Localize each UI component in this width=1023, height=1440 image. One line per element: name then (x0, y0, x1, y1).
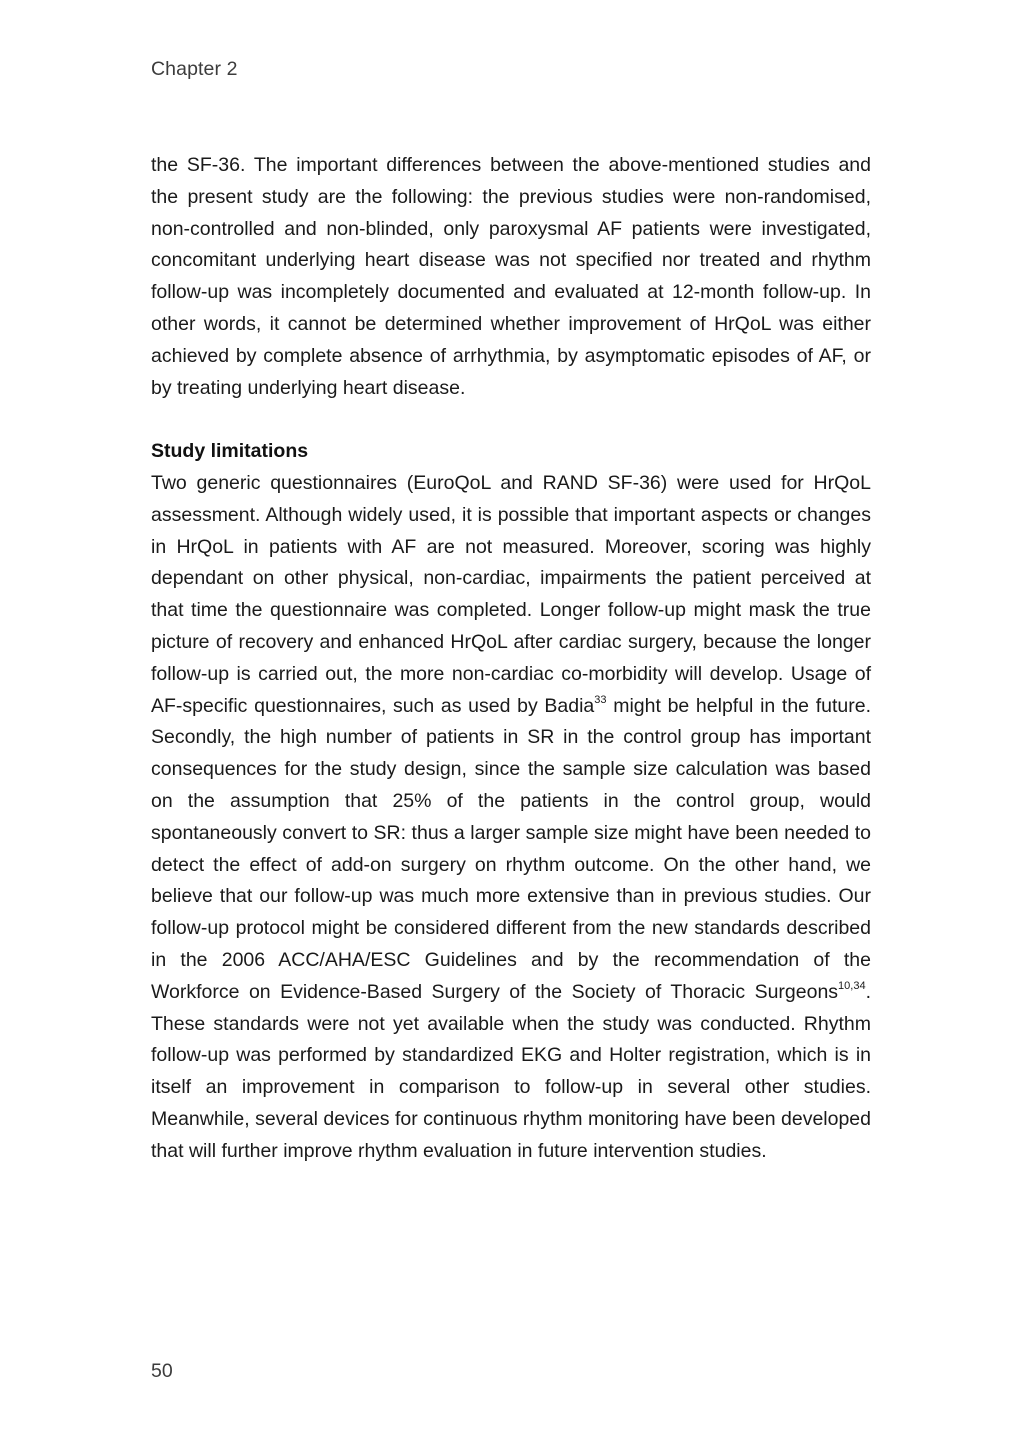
paragraph-text: the SF-36. The important differences between the above-mentioned studies and the present study are the following: the previous studies were non-randomised, non-controlled and non-blinded, only paroxysmal AF patients were investigated, concomitant underlying heart disease was not specified nor treated and rhythm follow-up was incompletely documented and evaluated at 12-month follow-up. In other words, it cannot be determined whether improvement of HrQoL was either achieved by complete absence of arrhythmia, by asymptomatic episodes of AF, or by treating underlying heart disease. (151, 154, 871, 399)
citation-superscript-33: 33 (594, 694, 607, 707)
text-segment-2: might be helpful in the future. Secondly, the high number of patients in SR in the control group has important consequences for the study design, since the sample size calculation was based on the assumption that 25% of the patients in the control group, would spontaneously convert to SR: thus a larger sample size might have been needed to detect the effect of add-on surgery on rhythm outcome. On the other hand, we believe that our follow-up was much more extensive than in previous studies. Our follow-up protocol might be considered different from the new standards described in the 2006 ACC/AHA/ESC Guidelines and by the recommendation of the Workforce on Evidence-Based Surgery of the Society of Thoracic Surgeons (151, 694, 871, 1003)
section-heading-study-limitations: Study limitations (151, 440, 309, 462)
running-header-chapter: Chapter 2 (151, 58, 238, 80)
text-segment-1: Two generic questionnaires (EuroQoL and RAND SF-36) were used for HrQoL assessment. Although widely used, it is possible that important aspects or changes in HrQoL in patients with AF are not measured. Moreover, scoring was highly dependant on other physical, non-cardiac, impairments the patient perceived at that time the questionnaire was completed. Longer follow-up might mask the true picture of recovery and enhanced HrQoL after cardiac surgery, because the longer follow-up is carried out, the more non-cardiac co-morbidity will develop. Usage of AF-specific questionnaires, such as used by Badia (151, 472, 871, 717)
body-paragraph-limitations (151, 468, 871, 1168)
page-number: 50 (151, 1360, 173, 1382)
body-paragraph-intro (151, 150, 871, 404)
citation-superscript-10-34: 10,34 (838, 980, 866, 993)
text-segment-3: . These standards were not yet available when the study was conducted. Rhythm follow-up was performed by standardized EKG and Holter registration, which is in itself an improvement in comparison to follow-up in several other studies. Meanwhile, several devices for continuous rhythm monitoring have been developed that will further improve rhythm evaluation in future intervention studies. (151, 980, 871, 1162)
paragraph-limitations-text (151, 468, 871, 1168)
